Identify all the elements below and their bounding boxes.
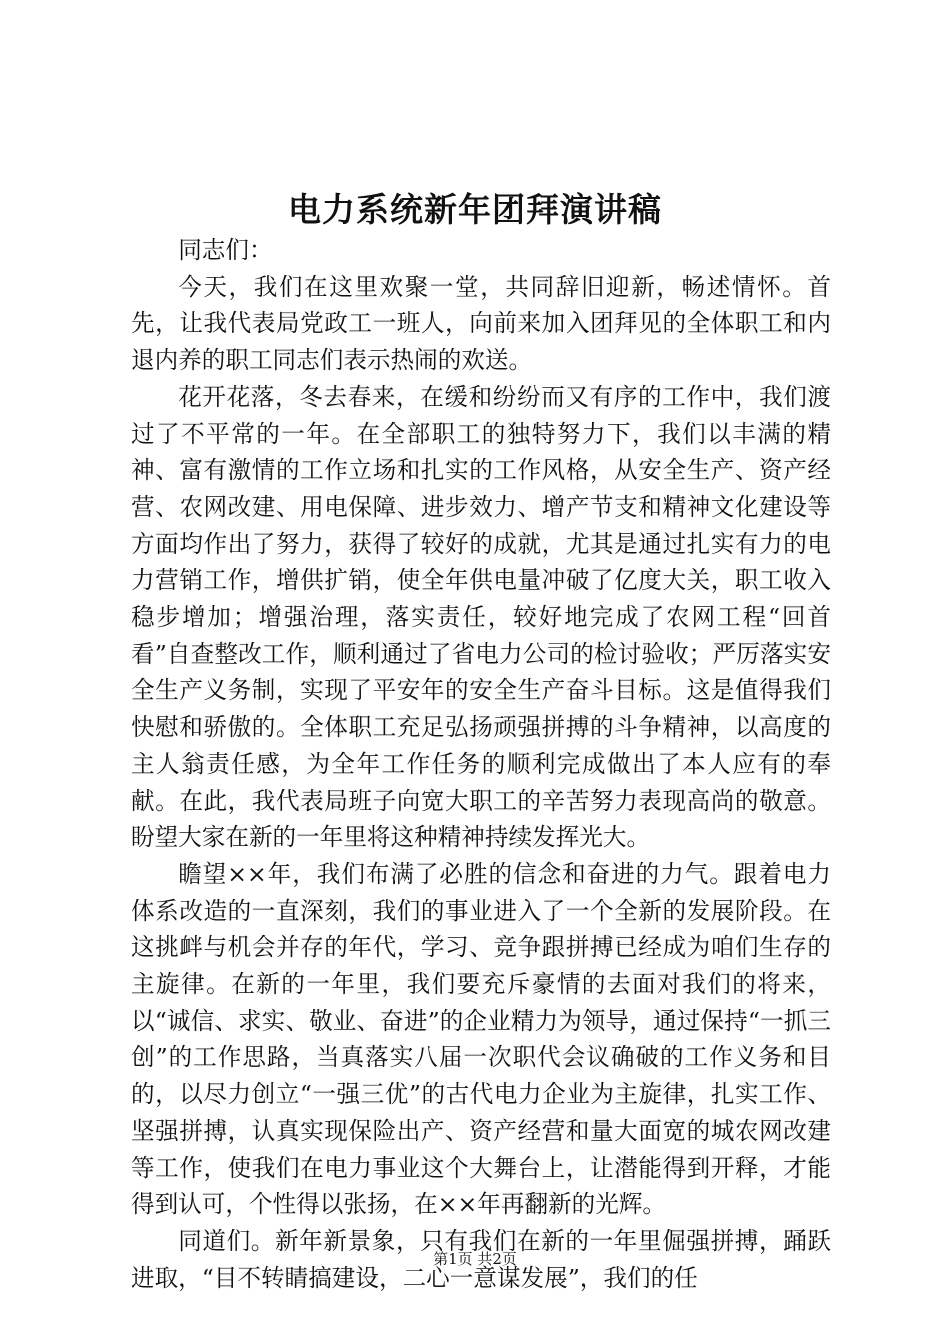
document-title: 电力系统新年团拜演讲稿 — [288, 190, 662, 229]
page-footer: 第1页 共2页 — [433, 1250, 517, 1268]
body-paragraph: 今天，我们在这里欢聚一堂，共同辞旧迎新，畅述情怀。首先，让我代表局党政工一班人，向前来加入团拜见的全体职工和内退内养的职工同志们表示热闹的欢送。 — [131, 272, 831, 375]
document-body — [131, 232, 831, 1296]
body-paragraph: 同道们。新年新景象，只有我们在新的一年里倔强拼搏，踊跃进取，“目不转睛搞建设，二心一意谋发展”，我们的任 — [131, 1226, 831, 1292]
body-paragraph: 瞻望××年，我们布满了必胜的信念和奋进的力气。跟着电力体系改造的一直深刻，我们的事业进入了一个全新的发展阶段。在这挑衅与机会并存的年代，学习、竞争跟拼搏已经成为咱们生存的主旋律。在新的一年里，我们要充斥豪情的去面对我们的将来，以“诚信、求实、敬业、奋进”的企业精力为领导，通过保持“一抓三创”的工作思路，当真落实八届一次职代会议确破的工作义务和目的，以尽力创立“一强三优”的古代电力企业为主旋律，扎实工作、坚强拼搏，认真实现保险出产、资产经营和量大面宽的城农网改建等工作，使我们在电力事业这个大舞台上，让潜能得到开释，才能得到认可，个性得以张扬，在××年再翻新的光辉。 — [131, 859, 831, 1219]
salutation-paragraph: 同志们： — [178, 236, 273, 264]
body-paragraph: 花开花落，冬去春来，在缓和纷纷而又有序的工作中，我们渡过了不平常的一年。在全部职工的独特努力下，我们以丰满的精神、富有激情的工作立场和扎实的工作风格，从安全生产、资产经营、农网改建、用电保障、进步效力、增产节支和精神文化建设等方面均作出了努力，获得了较好的成就，尤其是通过扎实有力的电力营销工作，增供扩销，使全年供电量冲破了亿度大关，职工收入稳步增加；增强治理，落实责任，较好地完成了农网工程“回首看”自查整改工作，顺利通过了省电力公司的检讨验收；严厉落实安全生产义务制，实现了平安年的安全生产奋斗目标。这是值得我们快慰和骄傲的。全体职工充足弘扬顽强拼搏的斗争精神，以高度的主人翁责任感，为全年工作任务的顺利完成做出了本人应有的奉献。在此，我代表局班子向宽大职工的辛苦努力表现高尚的敬意。盼望大家在新的一年里将这种精神持续发挥光大。 — [131, 382, 831, 852]
